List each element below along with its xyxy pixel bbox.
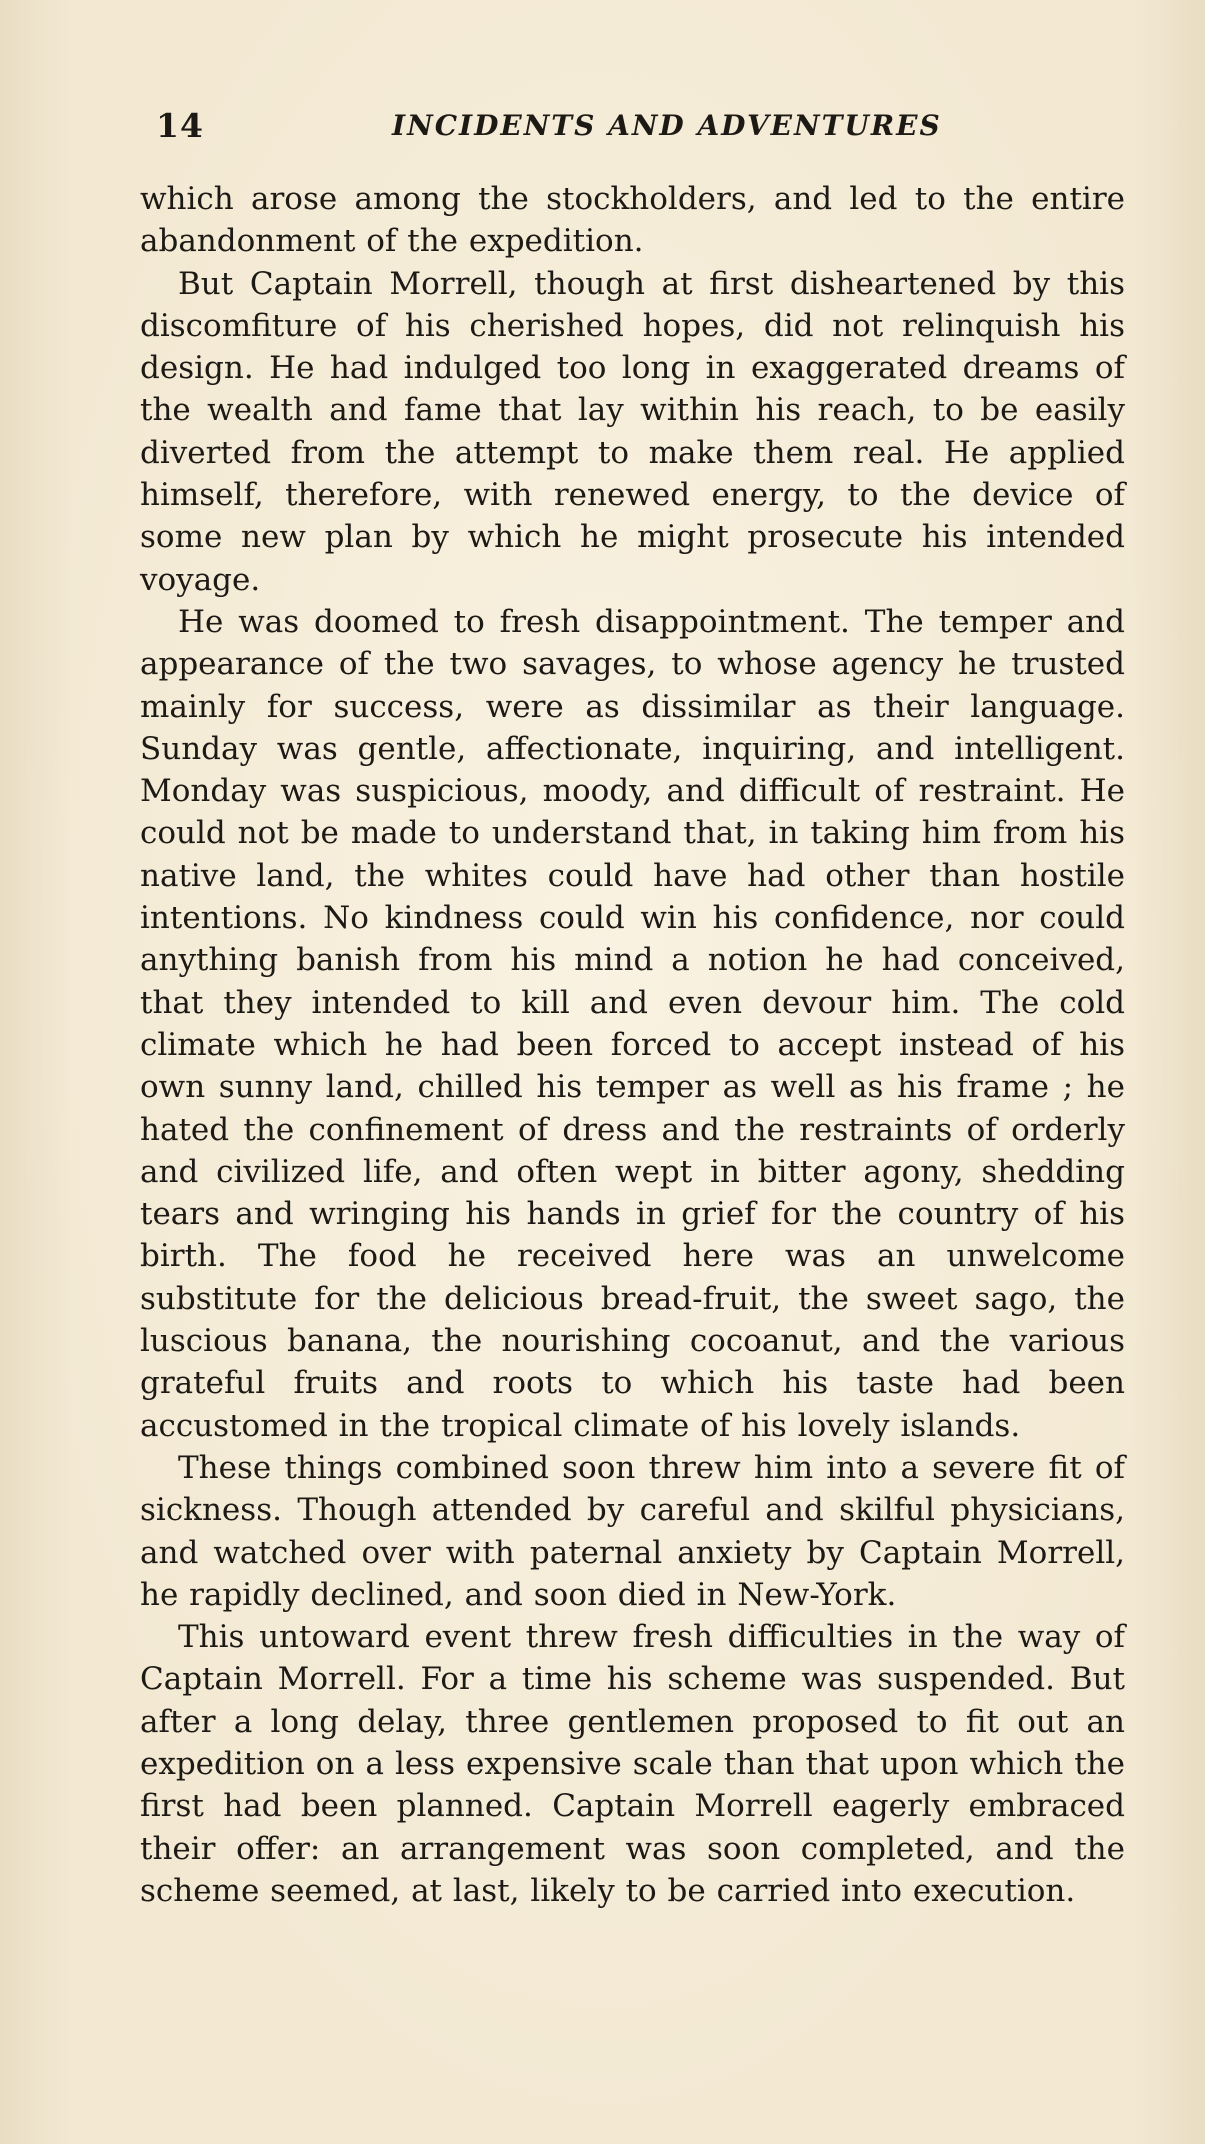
running-head: INCIDENTS AND ADVENTURES <box>392 109 942 142</box>
paragraph-continuation: which arose among the stockholders, and led to the entire abandonment of the expedition. <box>140 181 1125 260</box>
paragraph: These things combined soon threw him into a severe fit of sickness. Though attended by careful and skilful physicians, and watched over with paternal anxiety by Captain Morrell, he rapidly declined, and soon died in New-York. <box>140 1449 1125 1613</box>
page-number: 14 <box>156 106 204 145</box>
paragraph: But Captain Morrell, though at first disheartened by this discomfiture of his cherished hopes, did not relinquish his design. He had indulged too long in exaggerated dreams of the wealth and fame that lay within his reach, to be easily diverted from the attempt to make them real. He applied himself, therefore, with renewed energy, to the device of some new plan by which he might prosecute his intended voyage. <box>140 265 1125 598</box>
paragraph: This untoward event threw fresh difficulties in the way of Captain Morrell. For a time his scheme was suspended. But after a long delay, three gentlemen proposed to fit out an expedition on a less expensive scale than that upon which the first had been planned. Captain Morrell eagerly embraced their offer: an arrangement was soon completed, and the scheme seemed, at last, likely to be carried into execution. <box>140 1619 1125 1909</box>
page-header <box>140 106 1130 150</box>
body-text <box>140 178 1125 1912</box>
paragraph: He was doomed to fresh disappointment. The temper and appearance of the two savages, to whose agency he trusted mainly for success, were as dissimilar as their language. Sunday was gentle, affectionate, inquiring, and intelligent. Monday was suspicious, moody, and difficult of restraint. He could not be made to understand that, in taking him from his native land, the whites could have had other than hostile intentions. No kindness could win his confidence, nor could anything banish from his mind a notion he had conceived, that they intended to kill and even devour him. The cold climate which he had been forced to accept instead of his own sunny land, chilled his temper as well as his frame ; he hated the confinement of dress and the restraints of orderly and civilized life, and often wept in bitter agony, shedding tears and wringing his hands in grief for the country of his birth. The food he received here was an unwelcome substitute for the delicious bread-fruit, the sweet sago, the luscious banana, the nourishing cocoanut, and the various grateful fruits and roots to which his taste had been accustomed in the tropical climate of his lovely islands. <box>140 603 1125 1444</box>
